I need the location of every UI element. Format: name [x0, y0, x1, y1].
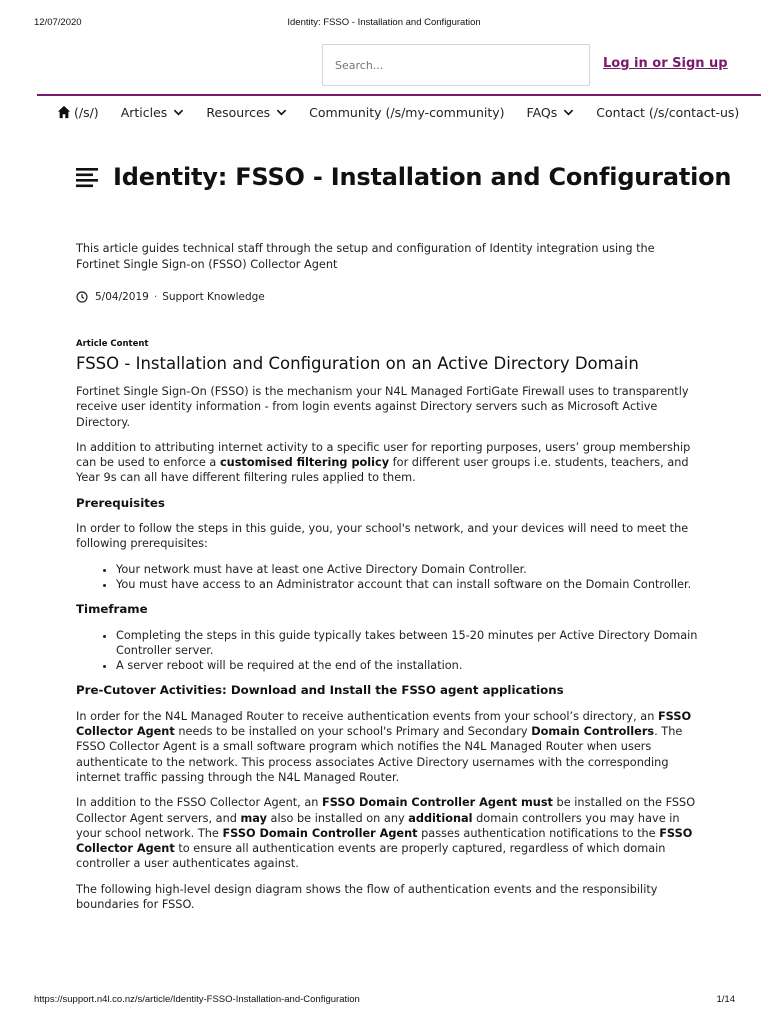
print-date: 12/07/2020	[34, 17, 82, 28]
list-icon	[75, 165, 99, 189]
article-body	[76, 384, 701, 922]
timeframe-list	[76, 628, 701, 674]
text-run: for different user groups i.e. students, teachers, and Year 9s can all have different filtering rules applied to them.	[76, 456, 689, 485]
chevron-down-icon	[173, 107, 184, 118]
paragraph-dc-agent	[76, 795, 701, 871]
article-meta	[76, 291, 265, 303]
bold-run: may	[240, 811, 267, 825]
prereq-list	[76, 562, 701, 593]
paragraph-group-membership	[76, 440, 701, 486]
text-run: In addition to the FSSO Collector Agent, an	[76, 796, 323, 810]
nav-articles-label: Articles	[120, 104, 168, 120]
login-link[interactable]: Log in or Sign up	[603, 56, 728, 71]
nav-community[interactable]	[309, 105, 504, 120]
home-icon	[57, 105, 71, 119]
paragraph-prereq-intro: In order to follow the steps in this guide, you, your school's network, and your devices will need to meet the following prerequisites:	[76, 522, 689, 551]
article-heading: FSSO - Installation and Configuration on an Active Directory Domain	[76, 354, 639, 373]
paragraph-diagram-intro: The following high-level design diagram shows the flow of authentication events and the responsibility boundaries for FSSO.	[76, 882, 658, 912]
print-title: Identity: FSSO - Installation and Configuration	[287, 17, 481, 28]
text-run: In addition to attributing internet activity to a specific user for reporting purposes, users’ group membership can be used to enforce a	[76, 440, 691, 470]
list-item: • You must have access to an Administrator account that can install software on the Domain Controller.	[116, 577, 701, 592]
nav-faqs[interactable]	[527, 105, 575, 120]
text-run: . The FSSO Collector Agent is a small software program which notifies the N4L Managed Router when users authenticate to the network. This process associates Active Directory usernames with the corresponding internet traffic passing through the N4L Managed Router.	[76, 725, 683, 784]
clock-icon	[76, 291, 88, 303]
nav-contact-label: Contact (/s/contact-us)	[596, 104, 740, 120]
text-run: to ensure all authentication events are properly captured, regardless of which domain controller a user authenticates against.	[76, 842, 666, 871]
article-date: 5/04/2019	[95, 291, 149, 303]
text-run: also be installed on any	[266, 811, 409, 825]
chevron-down-icon	[276, 107, 287, 118]
print-page-number: 1/14	[716, 994, 735, 1005]
nav-faqs-label: FAQs	[526, 104, 558, 120]
meta-separator: ·	[153, 291, 158, 303]
article-category[interactable]: Support Knowledge	[162, 291, 265, 303]
article-summary: This article guides technical staff through the setup and configuration of Identity integration using the Fortinet Single Sign-on (FSSO) Collector Agent	[76, 242, 655, 271]
article-title: Identity: FSSO - Installation and Configuration	[113, 163, 732, 191]
header-divider	[37, 94, 761, 96]
bold-run: FSSO Collector Agent	[76, 709, 692, 739]
bold-run: FSSO Domain Controller Agent	[222, 826, 418, 840]
text-run: be installed on the FSSO Collector Agent servers, and	[76, 796, 696, 825]
nav-community-label: Community (/s/my-community)	[309, 104, 505, 120]
bold-run: customised filtering policy	[219, 456, 390, 470]
bold-run: FSSO Domain Controller Agent must	[322, 796, 553, 810]
bold-run: FSSO Collector Agent	[76, 826, 693, 856]
print-url: https://support.n4l.co.nz/s/article/Identity-FSSO-Installation-and-Configuration	[34, 994, 360, 1005]
bold-run: additional	[408, 811, 473, 825]
paragraph-collector-agent	[76, 709, 701, 785]
print-header	[0, 17, 768, 31]
text-run: passes authentication notifications to the	[417, 826, 660, 840]
list-item: • Completing the steps in this guide typically takes between 15-20 minutes per Active Directory Domain Controller server.	[116, 628, 701, 659]
nav-home[interactable]	[57, 105, 99, 120]
nav-contact[interactable]	[596, 105, 739, 120]
bold-run: Domain Controllers	[531, 725, 655, 739]
chevron-down-icon	[563, 107, 574, 118]
article-title-row	[75, 163, 731, 191]
heading-prerequisites: Prerequisites	[76, 495, 165, 510]
article-content-label: Article Content	[76, 339, 149, 349]
nav-resources[interactable]	[206, 105, 287, 120]
nav-home-label: (/s/)	[74, 104, 99, 120]
nav-articles[interactable]	[121, 105, 185, 120]
heading-precutover: Pre-Cutover Activities: Download and Install the FSSO agent applications	[76, 683, 564, 698]
list-item: • Your network must have at least one Active Directory Domain Controller.	[116, 562, 701, 577]
text-run: needs to be installed on your school's Primary and Secondary	[174, 725, 532, 739]
text-run: domain controllers you may have in your school network. The	[76, 811, 680, 840]
paragraph-intro: Fortinet Single Sign-On (FSSO) is the mechanism your N4L Managed FortiGate Firewall uses to transparently receive user identity information - from login events against Directory servers such as Microsoft Active Directory.	[76, 385, 689, 429]
nav-resources-label: Resources	[206, 104, 271, 120]
text-run: In order for the N4L Managed Router to receive authentication events from your school’s directory, an	[76, 709, 658, 723]
search-input[interactable]	[322, 44, 590, 86]
main-nav	[57, 102, 739, 122]
list-item: • A server reboot will be required at the end of the installation.	[116, 658, 701, 673]
heading-timeframe: Timeframe	[76, 602, 148, 617]
